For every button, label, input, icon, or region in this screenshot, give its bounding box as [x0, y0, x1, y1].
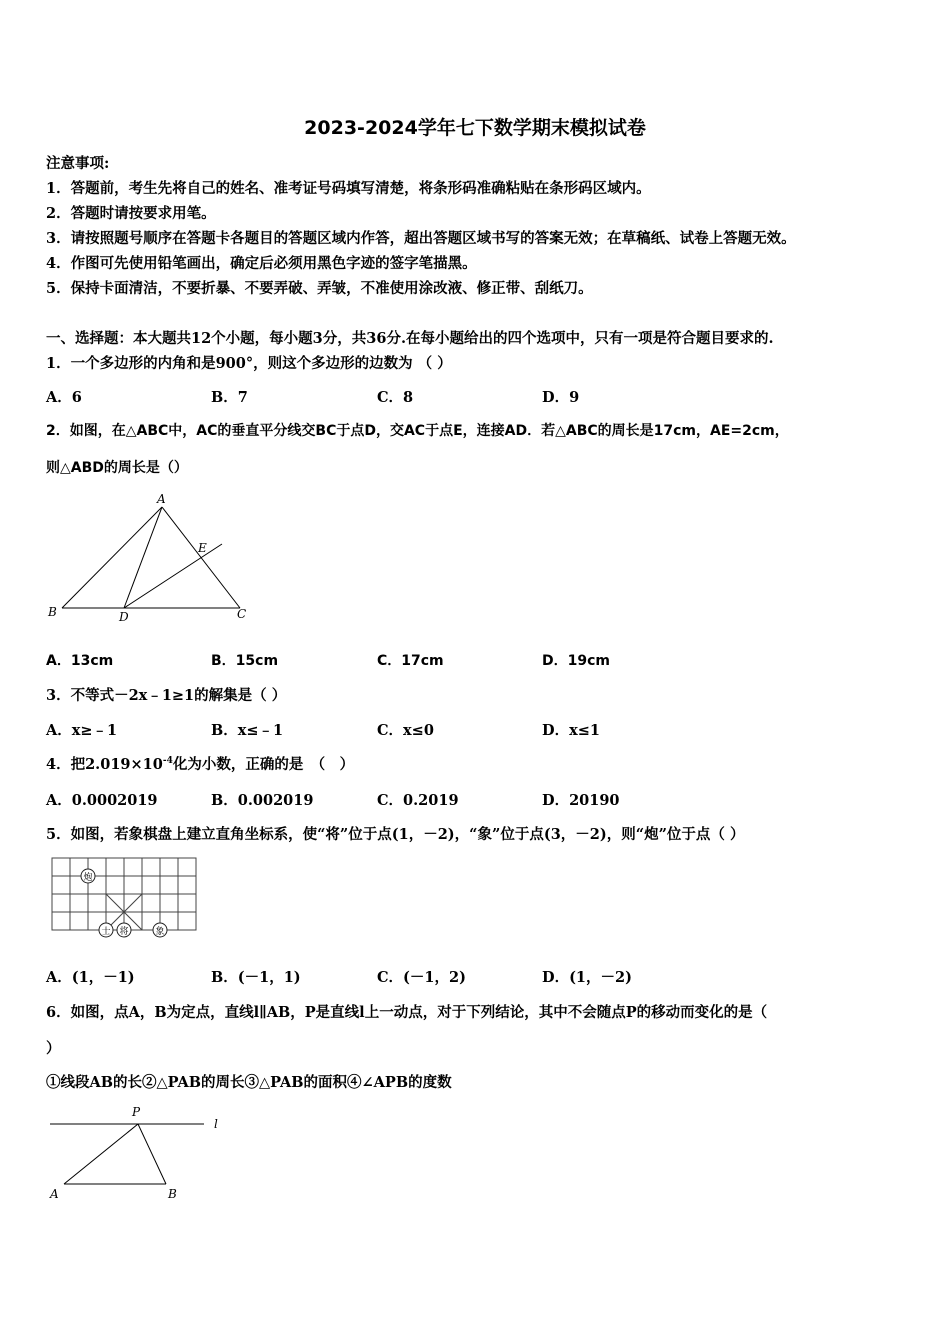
label-l: l: [214, 1117, 218, 1131]
svg-text:象: 象: [155, 927, 165, 937]
perpendicular-bisector-line: [124, 544, 222, 608]
q5-option-d: D．(1，－2): [542, 969, 632, 986]
q3-stem: 3．不等式－2x﹣1≥1的解集是（ ）: [46, 687, 287, 704]
q4-stem-exponent: -4: [162, 756, 173, 767]
q2-option-a: A．13cm: [46, 653, 114, 669]
label-b: B: [48, 605, 57, 619]
q3-option-a: A．x≥﹣1: [46, 722, 118, 739]
q5-stem: 5．如图，若象棋盘上建立直角坐标系，使“将”位于点(1，－2)，“象”位于点(3，－2)，则“炮”位于点（ ）: [46, 826, 745, 843]
page-title: 2023-2024学年七下数学期末模拟试卷: [304, 117, 646, 139]
piece-jiang: [117, 923, 131, 937]
q6-triangle-figure: [44, 1100, 234, 1205]
q5-option-c: C．(－1，2): [377, 969, 466, 986]
q2-triangle-figure: [44, 490, 264, 625]
segment-pb: [138, 1124, 166, 1184]
svg-text:炮: 炮: [83, 873, 93, 883]
piece-pao: [81, 869, 95, 883]
q1-option-c: C．8: [377, 389, 414, 406]
label-a: A: [50, 1187, 59, 1201]
q3-option-b: B．x≤﹣1: [211, 722, 284, 739]
q5-option-a: A．(1，－1): [46, 969, 135, 986]
q4-option-d: D．20190: [542, 792, 620, 809]
q1-option-a: A．6: [46, 389, 82, 406]
q4-option-b: B．0.002019: [211, 792, 314, 809]
notice-item-2: 2．答题时请按要求用笔。: [46, 205, 216, 222]
q2-option-d: D．19cm: [542, 653, 610, 669]
q2-stem-line1: 2．如图，在△ABC中，AC的垂直平分线交BC于点D，交AC于点E，连接AD．若△ABC的周长是17cm，AE=2cm，: [46, 423, 789, 439]
label-c: C: [237, 607, 247, 621]
notice-item-4: 4．作图可先使用铅笔画出，确定后必须用黑色字迹的签字笔描黑。: [46, 255, 477, 272]
q4-stem-post: 化为小数，正确的是 （ ）: [172, 756, 355, 773]
notice-item-3: 3．请按照题号顺序在答题卡各题目的答题区域内作答，超出答题区域书写的答案无效；在草稿纸、试卷上答题无效。: [46, 230, 796, 247]
section-heading: 一、选择题：本大题共12个小题，每小题3分，共36分.在每小题给出的四个选项中，只有一项是符合题目要求的.: [46, 330, 774, 347]
q1-option-b: B．7: [211, 389, 248, 406]
label-d: D: [119, 610, 129, 624]
q2-option-c: C．17cm: [377, 653, 444, 669]
notice-item-5: 5．保持卡面清洁，不要折暴、不要弄破、弄皱，不准使用涂改液、修正带、刮纸刀。: [46, 280, 593, 297]
q5-chessboard-figure: [48, 852, 203, 942]
piece-shi: [99, 923, 113, 937]
q6-stem-line1: 6．如图，点A，B为定点，直线l∥AB，P是直线l上一动点，对于下列结论，其中不会随点P的移动而变化的是（: [46, 1004, 768, 1021]
q6-stem-line2: ）: [46, 1040, 61, 1057]
chessboard-grid: [52, 858, 196, 930]
q4-stem-pre: 4．把2.019×10: [46, 756, 163, 773]
label-a: A: [157, 492, 166, 506]
segment-ad: [124, 507, 162, 608]
q2-stem-line2: 则△ABD的周长是（）: [46, 460, 188, 476]
q4-option-a: A．0.0002019: [46, 792, 158, 809]
q4-option-c: C．0.2019: [377, 792, 459, 809]
q4-stem: [46, 753, 354, 774]
q1-stem: 1．一个多边形的内角和是900°，则这个多边形的边数为 （ ）: [46, 355, 452, 372]
q3-option-d: D．x≤1: [542, 722, 600, 739]
q6-statements: ①线段AB的长②△PAB的周长③△PAB的面积④∠APB的度数: [46, 1074, 452, 1091]
notice-heading: 注意事项:: [46, 155, 110, 172]
label-e: E: [198, 541, 207, 555]
svg-text:士: 士: [101, 927, 111, 937]
notice-item-1: 1．答题前，考生先将自己的姓名、准考证号码填写清楚，将条形码准确粘贴在条形码区域内。: [46, 180, 651, 197]
q2-option-b: B．15cm: [211, 653, 279, 669]
piece-xiang: [153, 923, 167, 937]
q1-option-d: D．9: [542, 389, 580, 406]
label-p: P: [132, 1105, 141, 1119]
label-b: B: [168, 1187, 177, 1201]
svg-text:将: 将: [119, 927, 129, 937]
q5-option-b: B．(－1，1): [211, 969, 301, 986]
q3-option-c: C．x≤0: [377, 722, 434, 739]
segment-pa: [64, 1124, 138, 1184]
